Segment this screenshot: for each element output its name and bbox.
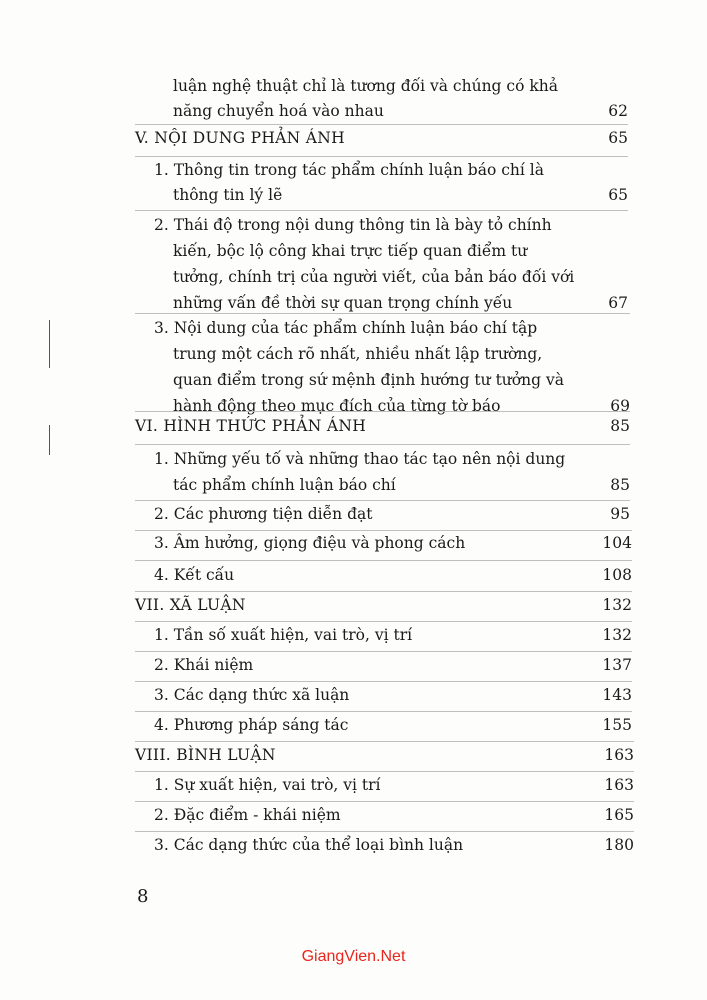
toc-entry-title-line: 4. Phương pháp sáng tác: [154, 716, 349, 734]
toc-divider: [135, 681, 632, 682]
toc-page-number: 67: [608, 294, 628, 312]
toc-page-number: 132: [602, 596, 632, 614]
toc-page-number: 132: [602, 626, 632, 644]
toc-entry[interactable]: [0, 159, 628, 209]
toc-divider: [135, 741, 634, 742]
toc-section-heading[interactable]: [0, 127, 628, 152]
toc-page-number: 155: [602, 716, 632, 734]
toc-entry-title-line: 3. Nội dung của tác phẩm chính luận báo chí tập: [154, 319, 538, 337]
toc-divider: [135, 313, 630, 314]
toc-entry[interactable]: [0, 684, 632, 709]
toc-entry-title-line: VII. XÃ LUẬN: [135, 596, 246, 614]
toc-page-number: 163: [604, 746, 634, 764]
toc-divider: [135, 591, 632, 592]
toc-entry[interactable]: [0, 714, 632, 739]
toc-section-heading[interactable]: [0, 744, 634, 769]
toc-entry-title-line: V. NỘI DUNG PHẢN ÁNH: [135, 129, 345, 147]
toc-entry-title-line: VI. HÌNH THỨC PHẢN ÁNH: [135, 417, 367, 435]
toc-entry[interactable]: [0, 564, 632, 589]
toc-entry-title-line: năng chuyển hoá vào nhau: [173, 102, 384, 120]
toc-entry-title-line: luận nghệ thuật chỉ là tương đối và chúng có khả: [173, 77, 558, 95]
toc-entry-title-line: tưởng, chính trị của người viết, của bản báo đối với: [173, 268, 575, 286]
toc-divider: [135, 210, 628, 211]
toc-entry-title-line: tác phẩm chính luận báo chí: [173, 476, 396, 494]
toc-divider: [135, 156, 628, 157]
toc-section-heading[interactable]: [0, 594, 632, 619]
toc-divider: [135, 831, 634, 832]
toc-page-number: 95: [610, 505, 630, 523]
toc-page-number: 65: [608, 129, 628, 147]
toc-page-number: 85: [610, 417, 630, 435]
toc-divider: [135, 801, 634, 802]
toc-entry-title-line: 1. Sự xuất hiện, vai trò, vị trí: [154, 776, 381, 794]
toc-page-number: 165: [604, 806, 634, 824]
toc-entry-title-line: trung một cách rõ nhất, nhiều nhất lập trường,: [173, 345, 543, 363]
toc-divider: [135, 651, 632, 652]
toc-entry[interactable]: [0, 75, 628, 125]
toc-entry[interactable]: [0, 317, 630, 421]
toc-entry[interactable]: [0, 774, 634, 799]
toc-page-number: 163: [604, 776, 634, 794]
toc-entry-title-line: 2. Thái độ trong nội dung thông tin là bày tỏ chính: [154, 216, 552, 234]
toc-entry-title-line: hành động theo mục đích của từng tờ báo: [173, 397, 501, 415]
toc-entry[interactable]: [0, 503, 630, 528]
toc-entry-title-line: VIII. BÌNH LUẬN: [135, 746, 276, 764]
toc-entry[interactable]: [0, 214, 628, 318]
toc-entry-title-line: 1. Tần số xuất hiện, vai trò, vị trí: [154, 626, 413, 644]
toc-divider: [135, 124, 628, 125]
toc-page-number: 69: [610, 397, 630, 415]
toc-page-number: 104: [602, 534, 632, 552]
toc-entry[interactable]: [0, 654, 632, 679]
toc-entry-title-line: 1. Thông tin trong tác phẩm chính luận báo chí là: [154, 161, 544, 179]
toc-page-number: 62: [608, 102, 628, 120]
watermark: GiangVien.Net: [301, 948, 406, 965]
toc-entry-title-line: kiến, bộc lộ công khai trực tiếp quan điểm tư: [173, 242, 528, 260]
toc-entry-title-line: những vấn đề thời sự quan trọng chính yếu: [173, 294, 513, 312]
toc-entry-title-line: 3. Các dạng thức của thể loại bình luận: [154, 836, 464, 854]
toc-page-number: 143: [602, 686, 632, 704]
page-number: 8: [137, 886, 149, 907]
toc-entry-title-line: 3. Âm hưởng, giọng điệu và phong cách: [154, 534, 466, 552]
toc-page-number: 65: [608, 186, 628, 204]
toc-divider: [135, 530, 632, 531]
toc-page-number: 108: [602, 566, 632, 584]
toc-section-heading[interactable]: [0, 415, 630, 440]
toc-divider: [135, 444, 630, 445]
toc-entry-title-line: 2. Các phương tiện diễn đạt: [154, 505, 373, 523]
toc-entry[interactable]: [0, 448, 630, 500]
toc-entry-title-line: quan điểm trong sứ mệnh định hướng tư tưởng và: [173, 371, 564, 389]
toc-entry[interactable]: [0, 532, 632, 557]
toc-entry[interactable]: [0, 834, 634, 859]
toc-divider: [135, 411, 630, 412]
toc-page-number: 180: [604, 836, 634, 854]
toc-entry-title-line: 2. Đặc điểm - khái niệm: [154, 806, 341, 824]
toc-entry-title-line: thông tin lý lẽ: [173, 186, 283, 204]
toc-entry-title-line: 2. Khái niệm: [154, 656, 254, 674]
toc-entry-title-line: 1. Những yếu tố và những thao tác tạo nên nội dung: [154, 450, 566, 468]
toc-entry[interactable]: [0, 804, 634, 829]
toc-divider: [135, 560, 632, 561]
toc-page-number: 137: [602, 656, 632, 674]
toc-divider: [135, 621, 632, 622]
toc-divider: [135, 771, 634, 772]
toc-page-number: 85: [610, 476, 630, 494]
toc-entry[interactable]: [0, 624, 632, 649]
toc-divider: [135, 500, 630, 501]
toc-entry-title-line: 3. Các dạng thức xã luận: [154, 686, 350, 704]
toc-entry-title-line: 4. Kết cấu: [154, 566, 235, 584]
toc-divider: [135, 711, 632, 712]
